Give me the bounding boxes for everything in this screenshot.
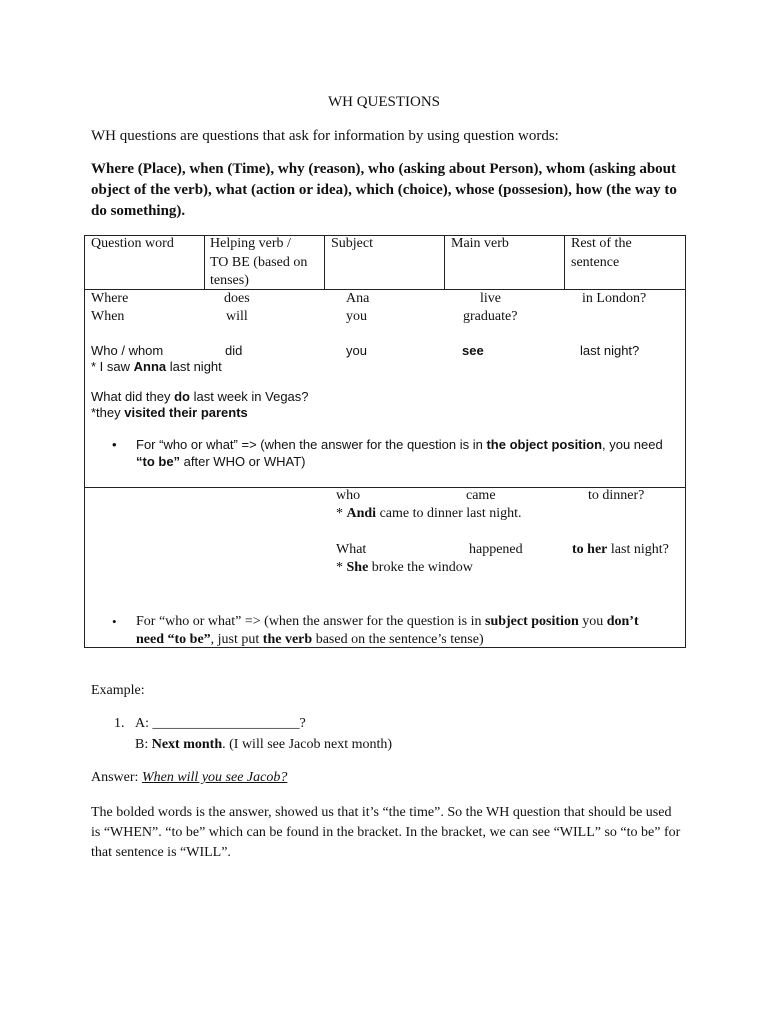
example-answer-anna: * I saw Anna last night bbox=[91, 359, 222, 374]
header-helping-verb-line1: Helping verb / bbox=[210, 236, 291, 251]
table-col-divider-2 bbox=[324, 235, 325, 290]
header-helping-verb-line2: TO BE (based on bbox=[210, 255, 308, 270]
intro-text: WH questions are questions that ask for information by using question words: bbox=[91, 128, 559, 144]
note-object-position-line2: “to be” after WHO or WHAT) bbox=[136, 454, 306, 469]
row-whom-subject: you bbox=[346, 343, 367, 358]
bullet-icon: • bbox=[112, 614, 117, 629]
header-question-word: Question word bbox=[91, 236, 174, 251]
header-subject: Subject bbox=[331, 236, 373, 251]
row-what-verb: happened bbox=[469, 542, 523, 557]
row-who-subject: who bbox=[336, 488, 361, 503]
example-item-a: A: _____________________? bbox=[135, 716, 306, 731]
example-item-number: 1. bbox=[114, 716, 125, 731]
bullet-icon: • bbox=[112, 437, 117, 452]
row-whom-rest: last night? bbox=[580, 343, 640, 358]
row-who-rest: to dinner? bbox=[588, 488, 645, 503]
row-what-rest: to her last night? bbox=[572, 542, 669, 557]
table-col-divider-3 bbox=[444, 235, 445, 290]
row-when-question: When bbox=[91, 309, 125, 324]
row-whom-question: Who / whom bbox=[91, 343, 164, 358]
row-where-subject: Ana bbox=[346, 291, 370, 306]
header-rest-line2: sentence bbox=[571, 255, 620, 270]
answer-line: Answer: When will you see Jacob? bbox=[91, 770, 288, 785]
row-when-verb: graduate? bbox=[463, 309, 518, 324]
note-subject-position-line1: For “who or what” => (when the answer for the question is in subject position you don’t bbox=[136, 614, 639, 629]
row-where-verb: live bbox=[480, 291, 501, 306]
table-col-divider-1 bbox=[204, 235, 205, 290]
row-where-helping: does bbox=[224, 291, 250, 306]
page-title: WH QUESTIONS bbox=[327, 94, 441, 110]
note-object-position-line1: For “who or what” => (when the answer for the question is in the object position, you need bbox=[136, 437, 663, 452]
table-border-left bbox=[84, 235, 85, 648]
example-question-vegas: What did they do last week in Vegas? bbox=[91, 389, 309, 404]
table-col-divider-4 bbox=[564, 235, 565, 290]
row-when-subject: you bbox=[346, 309, 367, 324]
header-rest-line1: Rest of the bbox=[571, 236, 632, 251]
row-what-subject: What bbox=[336, 542, 367, 557]
row-whom-helping: did bbox=[225, 343, 243, 358]
row-where-question: Where bbox=[91, 291, 129, 306]
row-where-rest: in London? bbox=[582, 291, 647, 306]
note-subject-position-line2: need “to be”, just put the verb based on the sentence’s tense) bbox=[136, 632, 484, 647]
row-when-helping: will bbox=[226, 309, 248, 324]
table-border-right bbox=[685, 235, 686, 648]
example-answer-parents: *they visited their parents bbox=[91, 405, 248, 420]
table-header-divider bbox=[84, 289, 686, 290]
row-who-verb: came bbox=[466, 488, 496, 503]
definition-text: Where (Place), when (Time), why (reason), who (asking about Person), whom (asking about object of the verb), what (action or idea), which (choice), whose (possesion), how (the way to do something). bbox=[91, 161, 677, 219]
header-helping-verb-line3: tenses) bbox=[210, 273, 249, 288]
header-main-verb: Main verb bbox=[451, 236, 509, 251]
example-answer-she: * She broke the window bbox=[336, 560, 473, 575]
example-heading: Example: bbox=[91, 683, 145, 698]
example-item-b: B: Next month. (I will see Jacob next month) bbox=[135, 737, 393, 752]
row-whom-verb: see bbox=[462, 343, 484, 358]
example-answer-andi: * Andi came to dinner last night. bbox=[336, 506, 522, 521]
explanation-text: The bolded words is the answer, showed us that it’s “the time”. So the WH question that should be used is “WHEN”. “to be” which can be found in the bracket. In the bracket, we can see “WILL” so “to be” for that sentence is “WILL”. bbox=[91, 805, 681, 860]
